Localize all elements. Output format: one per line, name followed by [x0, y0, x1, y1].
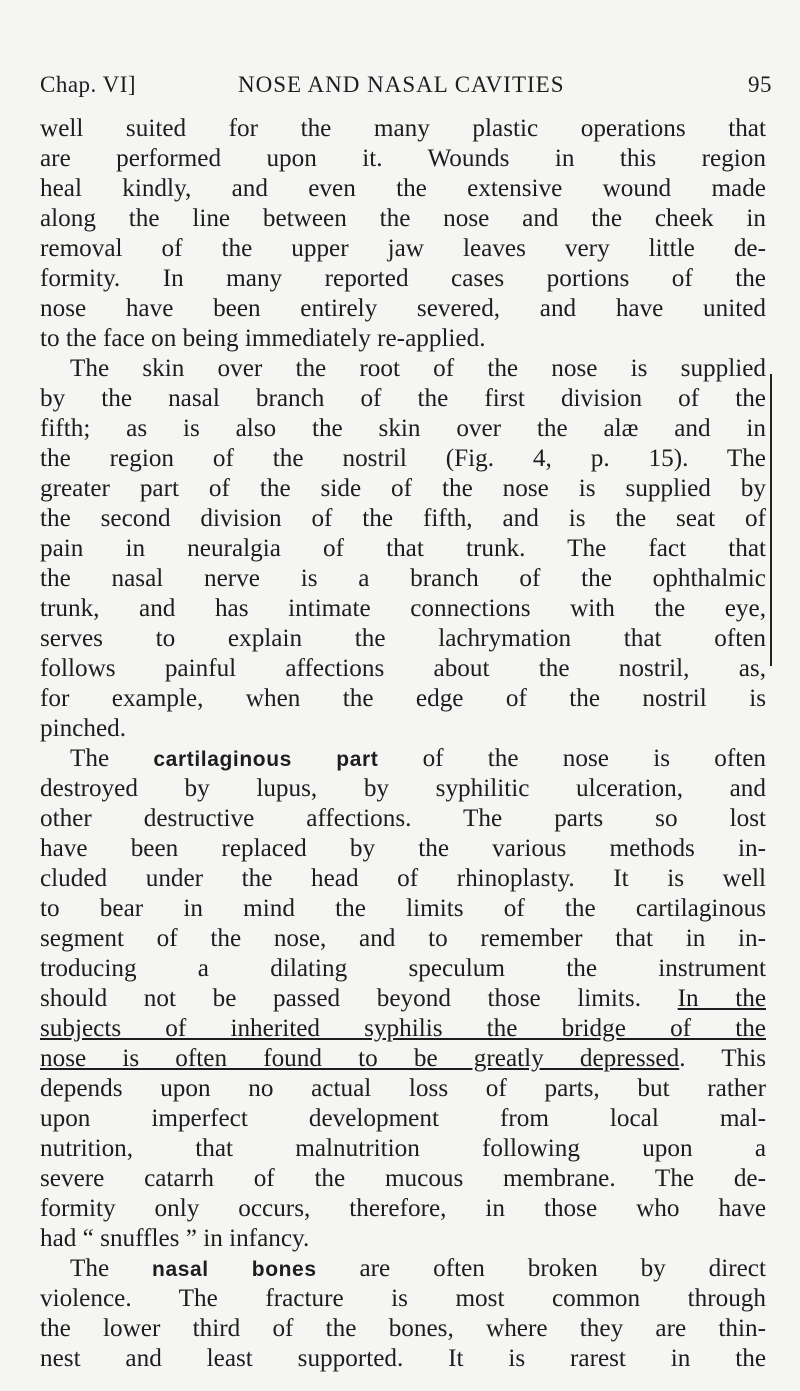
underlined-text: nose is often found to be greatly depressed: [40, 1045, 680, 1072]
text-line: [40, 774, 766, 804]
text-line: [40, 354, 766, 384]
page-number: 95: [748, 72, 772, 97]
body-text: [40, 114, 766, 1374]
text-line: [40, 894, 766, 924]
line-text: depends upon no actual loss of parts, but rather: [40, 1075, 766, 1102]
line-text: destroyed by lupus, by syphilitic ulceration, and: [40, 775, 766, 802]
line-text: nest and least supported. It is rarest in the: [40, 1345, 766, 1372]
text-line: [40, 1044, 766, 1074]
text-line: [40, 264, 766, 294]
line-text: serves to explain the lachrymation that often: [40, 625, 766, 652]
line-text: nose have been entirely severed, and have united: [40, 295, 766, 322]
underlined-text: subjects of inherited syphilis the bridge of the: [40, 1015, 766, 1042]
line-text: to bear in mind the limits of the cartilaginous: [40, 895, 766, 922]
line-text: trunk, and has intimate connections with the eye,: [40, 595, 766, 622]
text-line: [40, 1224, 766, 1254]
text-line: [40, 324, 766, 354]
text-line: [40, 384, 766, 414]
line-text: follows painful affections about the nostril, as,: [40, 655, 766, 682]
line-text: formity only occurs, therefore, in those who have: [40, 1195, 766, 1222]
text-line: [40, 1254, 766, 1284]
line-text: well suited for the many plastic operations that: [40, 115, 766, 142]
line-text: formity. In many reported cases portions of the: [40, 265, 766, 292]
line-text: segment of the nose, and to remember that in in-: [40, 925, 766, 952]
line-text: the second division of the fifth, and is the seat of: [40, 505, 766, 532]
text-line: [40, 624, 766, 654]
line-text: severe catarrh of the mucous membrane. The de-: [40, 1165, 766, 1192]
text-line: [40, 984, 766, 1014]
text-line: [40, 1284, 766, 1314]
margin-rule: [770, 374, 772, 666]
running-title: NOSE AND NASAL CAVITIES: [238, 72, 565, 97]
line-text: nutrition, that malnutrition following upon a: [40, 1135, 766, 1162]
text-line: [40, 204, 766, 234]
line-text: have been replaced by the various methods in-: [40, 835, 766, 862]
text-line: [40, 744, 766, 774]
line-text: fifth; as is also the skin over the alæ and in: [40, 415, 766, 442]
line-text: along the line between the nose and the cheek in: [40, 205, 766, 232]
line-text: for example, when the edge of the nostril is: [40, 685, 766, 712]
line-text: pinched.: [40, 715, 127, 742]
line-text: to the face on being immediately re-applied.: [40, 325, 486, 352]
text-line: [40, 1104, 766, 1134]
text-line: [40, 1014, 766, 1044]
line-text: violence. The fracture is most common through: [40, 1285, 766, 1312]
line-text: heal kindly, and even the extensive wound made: [40, 175, 766, 202]
line-text: pain in neuralgia of that trunk. The fact that: [40, 535, 766, 562]
line-text: of the nose is often: [378, 745, 766, 772]
line-text: The: [70, 1255, 153, 1282]
line-text: are performed upon it. Wounds in this region: [40, 145, 766, 172]
text-line: [40, 1134, 766, 1164]
text-line: [40, 504, 766, 534]
text-line: [40, 1074, 766, 1104]
line-text: removal of the upper jaw leaves very little de-: [40, 235, 766, 262]
line-text: cluded under the head of rhinoplasty. It is well: [40, 865, 766, 892]
text-line: [40, 864, 766, 894]
text-line: [40, 1164, 766, 1194]
text-line: [40, 1344, 766, 1374]
line-text: should not be passed beyond those limits.: [40, 985, 678, 1012]
line-text: the lower third of the bones, where they are thin-: [40, 1315, 766, 1342]
text-line: [40, 834, 766, 864]
text-line: [40, 294, 766, 324]
text-line: [40, 414, 766, 444]
underlined-text: In the: [677, 985, 766, 1012]
text-line: [40, 714, 766, 744]
text-line: [40, 924, 766, 954]
line-text: the region of the nostril (Fig. 4, p. 15). The: [40, 445, 766, 472]
line-text: The skin over the root of the nose is supplied: [70, 355, 766, 382]
line-text: by the nasal branch of the first division of the: [40, 385, 766, 412]
text-line: [40, 804, 766, 834]
line-text: troducing a dilating speculum the instrument: [40, 955, 766, 982]
text-line: [40, 174, 766, 204]
text-line: [40, 654, 766, 684]
line-text: greater part of the side of the nose is supplied by: [40, 475, 766, 502]
line-text: had “ snuffles ” in infancy.: [40, 1225, 310, 1252]
line-text: upon imperfect development from local mal-: [40, 1105, 766, 1132]
text-line: [40, 234, 766, 264]
line-text: the nasal nerve is a branch of the ophthalmic: [40, 565, 766, 592]
line-text: . This: [679, 1045, 766, 1072]
line-text: other destructive affections. The parts so lost: [40, 805, 766, 832]
text-line: [40, 564, 766, 594]
text-line: [40, 1314, 766, 1344]
chapter-label: Chap. VI]: [40, 72, 137, 97]
line-text: The: [70, 745, 154, 772]
text-line: [40, 684, 766, 714]
emphasized-term: cartilaginous part: [153, 748, 379, 771]
text-line: [40, 474, 766, 504]
text-line: [40, 1194, 766, 1224]
text-line: [40, 114, 766, 144]
text-line: [40, 534, 766, 564]
text-line: [40, 954, 766, 984]
text-line: [40, 594, 766, 624]
running-header: [40, 72, 772, 104]
emphasized-term: nasal bones: [152, 1258, 317, 1281]
text-line: [40, 444, 766, 474]
text-line: [40, 144, 766, 174]
line-text: are often broken by direct: [316, 1255, 766, 1282]
